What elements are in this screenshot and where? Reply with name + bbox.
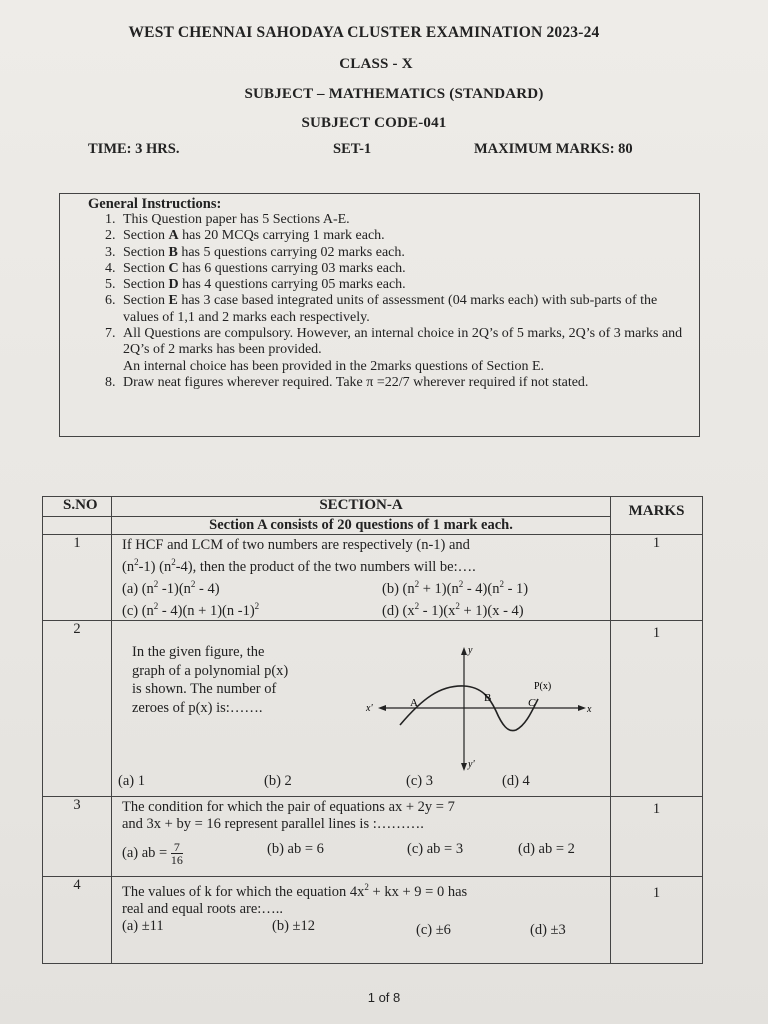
instruction-text bbox=[123, 228, 695, 244]
instruction-text bbox=[123, 261, 695, 277]
question-number: 4 bbox=[43, 877, 112, 964]
fraction-denominator: 16 bbox=[170, 853, 183, 867]
question-text: and 3x + by = 16 represent parallel lines is :………. bbox=[122, 816, 424, 832]
instruction-number: 4. bbox=[105, 260, 116, 276]
option-b: (b) $(n^2 + 1)(n^2 - 4)(n^2 - 1)$ bbox=[382, 578, 529, 597]
instruction-section-letter: A bbox=[168, 228, 179, 244]
option-a: (a) 1 bbox=[118, 773, 145, 789]
instruction-part: All Questions are compulsory. However, an internal choice in 2Q’s of 5 marks, 2Q’s of 3 marks and 2Q’s of 2 marks has been provided. bbox=[123, 326, 683, 358]
option-c: (c) ab = 3 bbox=[407, 841, 464, 857]
instruction-number: 5. bbox=[105, 277, 116, 293]
option-c: (c) ±6 bbox=[416, 921, 451, 938]
table-row bbox=[43, 877, 703, 964]
option-c: (c) 3 bbox=[406, 773, 433, 789]
instruction-text bbox=[123, 293, 695, 326]
instruction-item bbox=[105, 326, 695, 375]
page-number: 1 of 8 bbox=[367, 990, 401, 1005]
instruction-item bbox=[105, 375, 695, 391]
question-marks: 1 bbox=[611, 877, 703, 964]
instruction-pre: Section bbox=[123, 293, 169, 309]
instruction-item bbox=[105, 245, 695, 261]
question-text: The values of k for which the equation $4x^2$ + kx + 9 = 0 has bbox=[122, 882, 468, 900]
instruction-part: Draw neat figures wherever required. Take π =22/7 wherever required if not stated. bbox=[123, 374, 589, 390]
option-d: (d) $(x^2 - 1)(x^2 + 1)(x - 4)$ bbox=[382, 600, 524, 619]
option-d: (d) 4 bbox=[502, 773, 530, 789]
col-sno-header: S.NO bbox=[43, 497, 112, 517]
instruction-number: 8. bbox=[105, 374, 116, 390]
question-text: zeroes of p(x) is:……. bbox=[132, 699, 263, 716]
questions-table bbox=[42, 496, 703, 964]
exam-title: WEST CHENNAI SAHODAYA CLUSTER EXAMINATION 2023-24 bbox=[128, 24, 600, 41]
instruction-number: 2. bbox=[105, 228, 116, 244]
instruction-item bbox=[105, 212, 695, 228]
max-marks-label: MAXIMUM MARKS: 80 bbox=[474, 141, 633, 157]
option-a bbox=[122, 841, 183, 866]
instruction-number: 6. bbox=[105, 293, 116, 309]
instruction-post: has 5 questions carrying 02 marks each. bbox=[177, 244, 405, 260]
question-text: is shown. The number of bbox=[132, 681, 277, 697]
fraction-numerator: 7 bbox=[171, 841, 183, 854]
instruction-item bbox=[105, 293, 695, 326]
point-a-label: A bbox=[410, 697, 418, 709]
instruction-number: 3. bbox=[105, 244, 116, 260]
question-number: 2 bbox=[43, 621, 112, 797]
table-row bbox=[43, 535, 703, 621]
option-b: (b) ±12 bbox=[272, 917, 315, 934]
general-instructions-box bbox=[59, 193, 700, 437]
px-label: P(x) bbox=[534, 681, 552, 692]
subject-label: SUBJECT – MATHEMATICS (STANDARD) bbox=[244, 86, 544, 102]
question-number: 1 bbox=[43, 535, 112, 621]
instruction-item bbox=[105, 228, 695, 244]
instruction-post: has 4 questions carrying 05 marks each. bbox=[178, 277, 406, 293]
instruction-text bbox=[123, 375, 695, 391]
fraction bbox=[171, 841, 183, 866]
point-c-label: C bbox=[528, 697, 536, 709]
question-marks: 1 bbox=[611, 621, 703, 797]
instruction-section-letter: B bbox=[168, 244, 178, 260]
table-row bbox=[43, 797, 703, 877]
col-marks-header: MARKS bbox=[611, 497, 703, 535]
question-text: If HCF and LCM of two numbers are respectively (n-1) and bbox=[122, 537, 470, 553]
instruction-pre: Section bbox=[123, 277, 169, 293]
y-prime-label: y' bbox=[468, 759, 475, 770]
instruction-pre: Section bbox=[123, 244, 169, 260]
instruction-item bbox=[105, 277, 695, 293]
instruction-text bbox=[123, 277, 695, 293]
x-axis-label: x bbox=[587, 704, 592, 715]
instruction-section-letter: E bbox=[168, 293, 178, 309]
option-a: (a) ($n^2$ $-1)(n^2 - 4)$ bbox=[122, 578, 220, 597]
instruction-number: 1. bbox=[105, 212, 116, 227]
instruction-text bbox=[123, 326, 695, 375]
subject-code: SUBJECT CODE-041 bbox=[301, 115, 447, 131]
instruction-number: 7. bbox=[105, 326, 116, 342]
option-d: (d) ab = 2 bbox=[518, 841, 575, 857]
option-a-text: (a) ab = bbox=[122, 844, 168, 861]
instruction-item bbox=[105, 261, 695, 277]
instruction-post: has 20 MCQs carrying 1 mark each. bbox=[178, 228, 385, 244]
class-label: CLASS - X bbox=[339, 56, 413, 72]
section-description: Section A consists of 20 questions of 1 mark each. bbox=[112, 517, 611, 535]
option-b: (b) 2 bbox=[264, 773, 292, 789]
question-text: The condition for which the pair of equations ax + 2y = 7 bbox=[122, 799, 455, 815]
instruction-pre: Section bbox=[123, 260, 169, 276]
question-marks: 1 bbox=[611, 535, 703, 621]
question-marks: 1 bbox=[611, 797, 703, 877]
instruction-section-letter: D bbox=[168, 277, 179, 293]
question-number: 3 bbox=[43, 797, 112, 877]
question-text: real and equal roots are:….. bbox=[122, 900, 284, 917]
y-axis-label: y bbox=[468, 645, 473, 656]
point-b-label: B bbox=[484, 692, 492, 704]
col-section-header: SECTION-A bbox=[112, 497, 611, 517]
set-label: SET-1 bbox=[333, 141, 372, 157]
instruction-text bbox=[123, 245, 695, 261]
option-c: (c) $(n^2 - 4)(n + 1)(n$ -1)$^2$ bbox=[122, 600, 260, 619]
x-prime-label: x' bbox=[366, 703, 373, 714]
instructions-title: General Instructions: bbox=[88, 196, 222, 212]
instruction-text bbox=[123, 212, 695, 228]
option-b: (b) ab = 6 bbox=[267, 841, 324, 857]
instruction-part: An internal choice has been provided in the 2marks questions of Section E. bbox=[123, 358, 545, 374]
instruction-post: has 6 questions carrying 03 marks each. bbox=[178, 260, 406, 276]
question-text: In the given figure, the bbox=[132, 644, 265, 660]
option-d: (d) ±3 bbox=[530, 921, 566, 938]
time-label: TIME: 3 HRS. bbox=[88, 141, 180, 157]
option-a: (a) ±11 bbox=[122, 917, 164, 934]
instructions-list bbox=[105, 212, 695, 391]
table-row bbox=[43, 621, 703, 797]
question-text: graph of a polynomial p(x) bbox=[132, 662, 289, 679]
instruction-part: This Question paper has 5 Sections A-E. bbox=[123, 212, 350, 227]
instruction-post: has 3 case based integrated units of assessment (04 marks each) with sub-parts of the values of 1,1 and 2 marks each respectively. bbox=[123, 293, 658, 325]
instruction-section-letter: C bbox=[168, 260, 179, 276]
polynomial-graph bbox=[364, 641, 594, 771]
question-text: $(n^2-1)$ $(n^2-4)$, then the product of the two numbers will be:…. bbox=[122, 557, 476, 575]
instruction-pre: Section bbox=[123, 228, 169, 244]
